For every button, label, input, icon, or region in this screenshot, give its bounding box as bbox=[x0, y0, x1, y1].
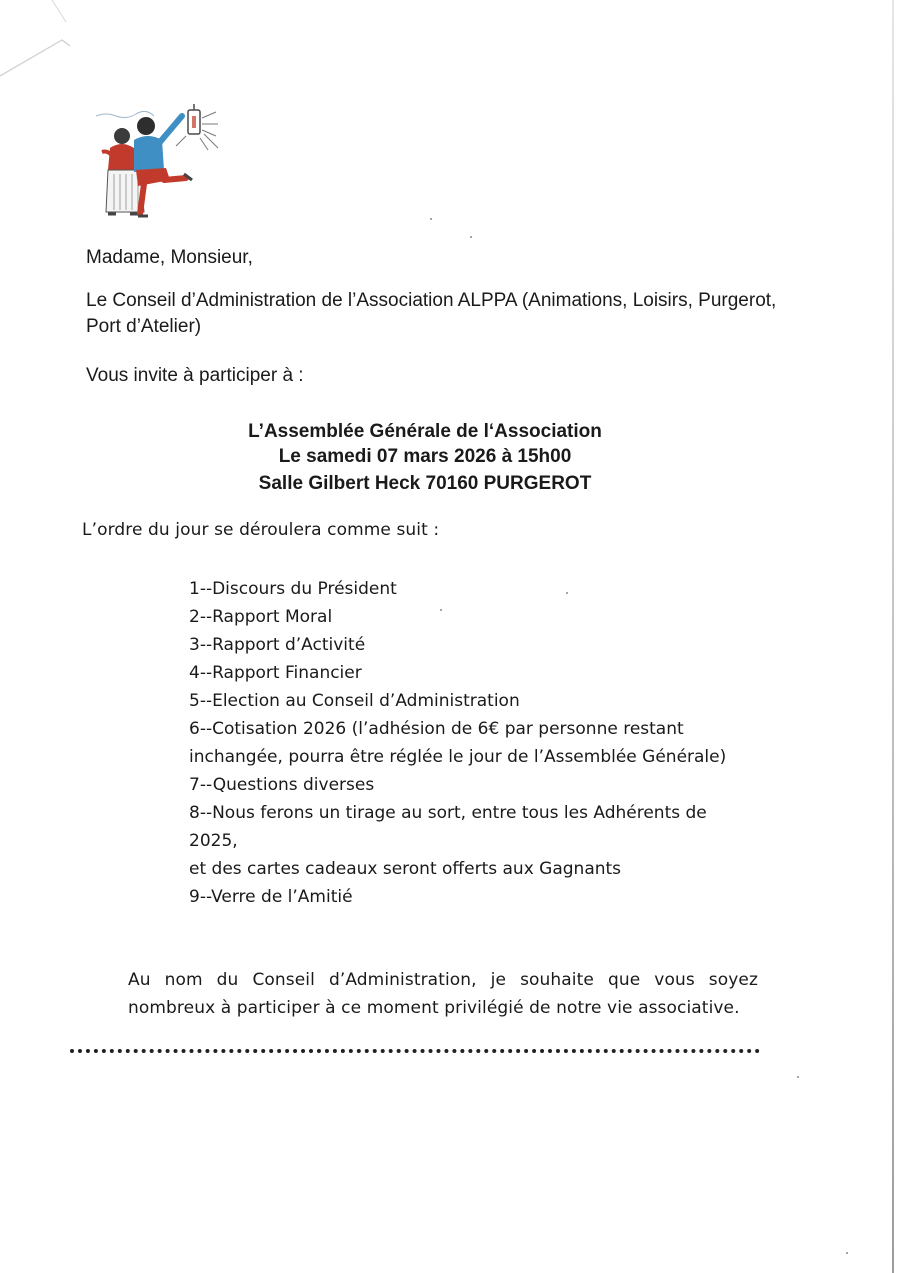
agenda-item: 4--Rapport Financier bbox=[189, 663, 362, 683]
agenda-item: 1--Discours du Président bbox=[189, 579, 397, 599]
agenda-item: 2--Rapport Moral bbox=[189, 607, 333, 627]
lamplighter-couple-illustration-icon bbox=[88, 96, 228, 232]
scan-speck bbox=[470, 236, 472, 238]
intro-paragraph: Le Conseil d’Administration de l’Association ALPPA (Animations, Loisirs, Purgerot, Port d’Atelier) bbox=[86, 290, 777, 337]
scan-speck bbox=[566, 592, 568, 594]
agenda-item: 8--Nous ferons un tirage au sort, entre tous les Adhérents de 2025, bbox=[189, 803, 707, 851]
event-date: Le samedi 07 mars 2026 à 15h00 bbox=[278, 446, 572, 467]
event-venue: Salle Gilbert Heck 70160 PURGEROT bbox=[258, 473, 592, 494]
agenda-intro: L’ordre du jour se déroulera comme suit : bbox=[82, 520, 440, 540]
agenda-item: 6--Cotisation 2026 (l’adhésion de 6€ par personne restant inchangée, pourra être réglée le jour de l’Assemblée Générale) bbox=[189, 719, 727, 767]
agenda-item: 7--Questions diverses bbox=[189, 775, 375, 795]
event-title: L’Assemblée Générale de l‘Association bbox=[248, 421, 602, 442]
invite-line: Vous invite à participer à : bbox=[86, 365, 304, 386]
agenda-list bbox=[189, 575, 749, 911]
scan-speck bbox=[430, 218, 432, 220]
agenda-item: 5--Election au Conseil d’Administration bbox=[189, 691, 520, 711]
agenda-item: 9--Verre de l’Amitié bbox=[189, 887, 353, 907]
closing-paragraph: Au nom du Conseil d’Administration, je souhaite que vous soyez nombreux à participer à ce moment privilégié de notre vie associative. bbox=[128, 970, 758, 1018]
dotted-separator bbox=[70, 1049, 760, 1053]
greeting: Madame, Monsieur, bbox=[86, 247, 253, 268]
agenda-item: et des cartes cadeaux seront offerts aux Gagnants bbox=[189, 859, 622, 879]
scan-speck bbox=[846, 1252, 848, 1254]
corner-fold-mark bbox=[0, 0, 80, 90]
agenda-item: 3--Rapport d’Activité bbox=[189, 635, 366, 655]
scan-speck bbox=[440, 609, 442, 611]
scan-speck bbox=[797, 1076, 799, 1078]
scanned-page-edge bbox=[892, 0, 894, 1273]
